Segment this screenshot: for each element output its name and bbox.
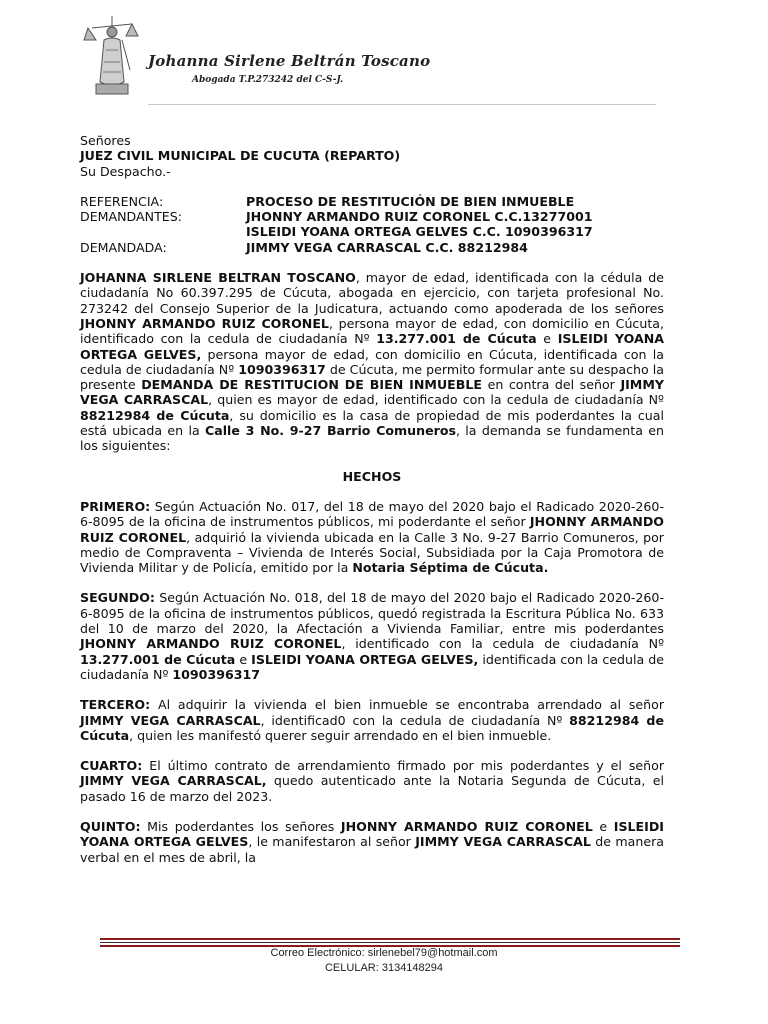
salutation-line-1: Señores bbox=[80, 133, 131, 148]
lady-justice-icon bbox=[82, 10, 142, 100]
hechos-heading: HECHOS bbox=[342, 468, 402, 484]
letterhead-name: Johanna Sirlene Beltrán Toscano bbox=[148, 52, 431, 70]
plaintiffs-row bbox=[80, 209, 664, 224]
salutation-line-3: Su Despacho.- bbox=[80, 163, 171, 179]
intro-paragraph: JOHANNA SIRLENE BELTRAN TOSCANO, mayor de edad, identificada con la cédula de ciudadanía No 60.397.295 de Cúcuta, abogada en ejercicio, con tarjeta profesional No. 273242 del Consejo Superior de la Judicatura, actuando como apoderada de los señores JHONNY ARMANDO RUIZ CORONEL, persona mayor de edad, con domicilio en Cúcuta, identificado con la cedula de ciudadanía Nº 13.277.001 de Cúcuta e ISLEIDI YOANA ORTEGA GELVES, persona mayor de edad, con domicilio en Cúcuta, identificada con la cedula de ciudadanía Nº 1090396317 de Cúcuta, me permito formular ante su despacho la presente DEMANDA DE RESTITUCION DE BIEN INMUEBLE en contra del señor JIMMY VEGA CARRASCAL, quien es mayor de edad, identificado con la cedula de ciudadanía Nº 88212984 de Cúcuta, su domicilio es la casa de propiedad de mis poderdantes la cual está ubicada en la Calle 3 No. 9-27 Barrio Comuneros, la demanda se fundamenta en los siguientes: bbox=[80, 270, 664, 454]
fact-quinto: QUINTO: Mis poderdantes los señores JHONNY ARMANDO RUIZ CORONEL e ISLEIDI YOANA ORTEGA GELVES, le manifestaron al señor JIMMY VEGA CARRASCAL de manera verbal en el mes de abril, la bbox=[80, 818, 665, 865]
letterhead-divider bbox=[148, 104, 656, 105]
letterhead-subtitle: Abogada T.P.273242 del C-S-J. bbox=[192, 75, 344, 85]
defendant-row bbox=[80, 240, 664, 255]
defendant-value: JIMMY VEGA CARRASCAL C.C. 88212984 bbox=[246, 239, 528, 255]
plaintiffs-label: DEMANDANTES: bbox=[80, 209, 182, 225]
plaintiffs-row-2 bbox=[80, 224, 664, 239]
reference-label: REFERENCIA: bbox=[80, 193, 164, 209]
reference-row bbox=[80, 194, 664, 209]
plaintiff-2: ISLEIDI YOANA ORTEGA GELVES C.C. 1090396317 bbox=[246, 224, 593, 240]
letter-body bbox=[80, 133, 664, 865]
footer-phone: CELULAR: 3134148294 bbox=[324, 962, 444, 974]
fact-tercero: TERCERO: Al adquirir la vivienda el bien inmueble se encontraba arrendado al señor JIMMY VEGA CARRASCAL, identificad0 con la cedula de ciudadanía Nº 88212984 de Cúcuta, quien les manifestó querer seguir arrendado en el bien inmueble. bbox=[80, 697, 664, 743]
fact-segundo: SEGUNDO: Según Actuación No. 018, del 18 de mayo del 2020 bajo el Radicado 2020-260-6-8095 de la oficina de instrumentos públicos, quedó registrada la Escritura Pública No. 633 del 10 de marzo del 2020, la Afectación a Vivienda Familiar, entre mis poderdantes JHONNY ARMANDO RUIZ CORONEL, identificado con la cedula de ciudadanía Nº 13.277.001 de Cúcuta e ISLEIDI YOANA ORTEGA GELVES, identificada con la cedula de ciudadanía Nº 1090396317 bbox=[80, 590, 665, 682]
reference-value: PROCESO DE RESTITUCIÓN DE BIEN INMUEBLE bbox=[246, 193, 575, 209]
plaintiff-1: JHONNY ARMANDO RUIZ CORONEL C.C.13277001 bbox=[246, 209, 593, 225]
defendant-label: DEMANDADA: bbox=[80, 239, 167, 255]
fact-primero: PRIMERO: Según Actuación No. 017, del 18 de mayo del 2020 bajo el Radicado 2020-260-6-8095 de la oficina de instrumentos públicos, mi poderdante el señor JHONNY ARMANDO RUIZ CORONEL, adquirió la vivienda ubicada en la Calle 3 No. 9-27 Barrio Comuneros, por medio de Compraventa – Vivienda de Interés Social, Subsidiada por la Caja Promotora de Vivienda Militar y de Policía, emitido por la Notaria Séptima de Cúcuta. bbox=[80, 498, 664, 576]
footer-divider bbox=[100, 938, 680, 947]
salutation-line-2: JUEZ CIVIL MUNICIPAL DE CUCUTA (REPARTO) bbox=[80, 148, 401, 164]
footer-email: Correo Electrónico: sirlenebel79@hotmail.com bbox=[270, 947, 498, 959]
fact-cuarto: CUARTO: El último contrato de arrendamiento firmado por mis poderdantes y el señor JIMMY VEGA CARRASCAL, quedo autenticado ante la Notaria Segunda de Cúcuta, el pasado 16 de marzo del 2023. bbox=[80, 758, 664, 804]
